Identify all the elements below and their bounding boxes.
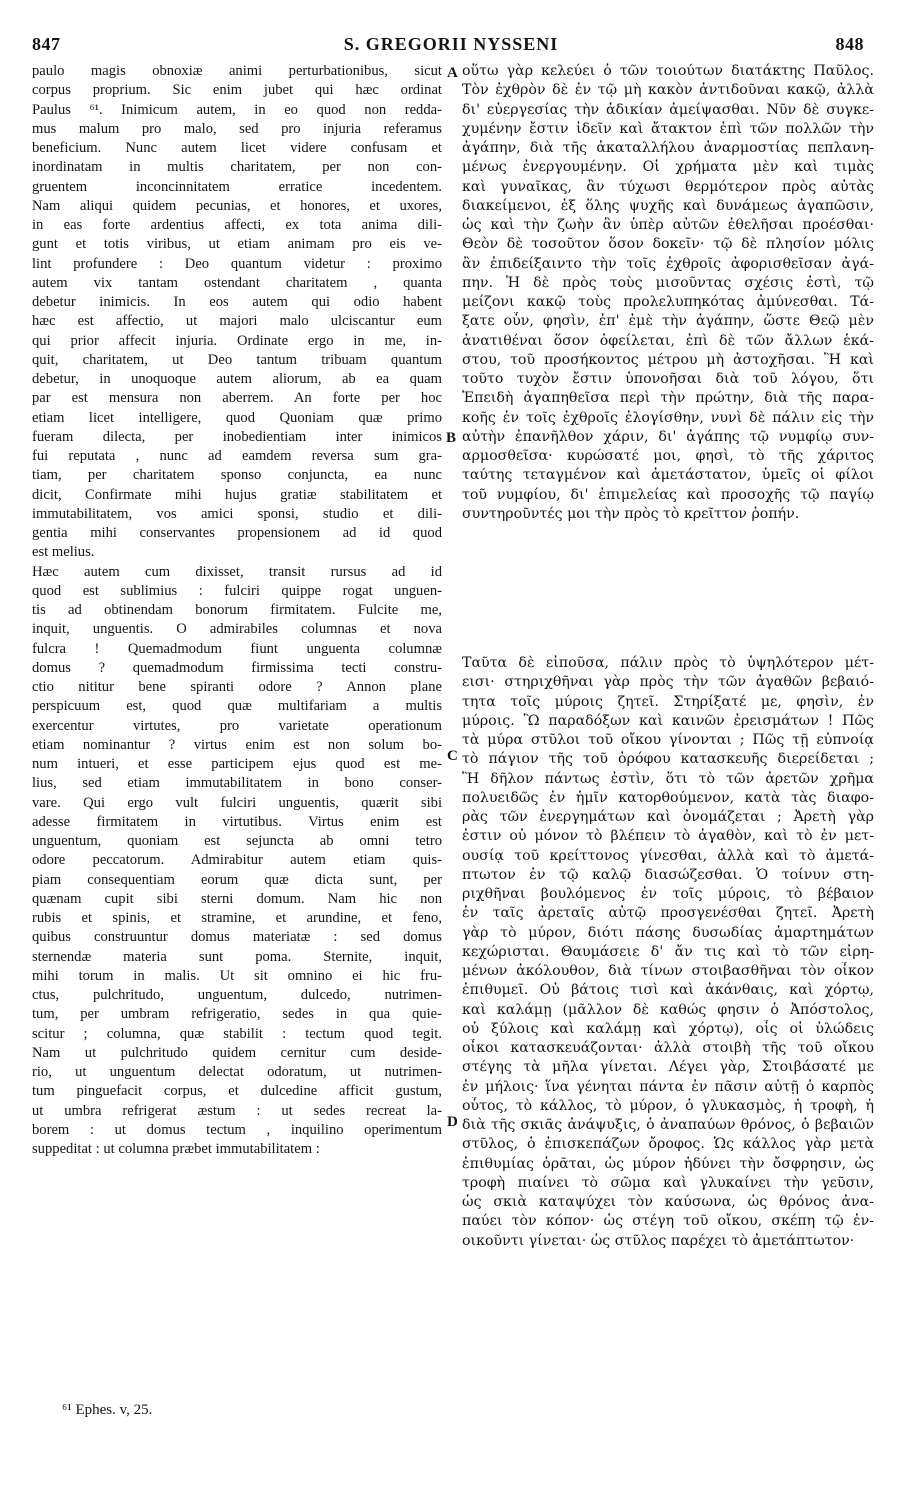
- text-line: rio, ut unguentum delectat odoratum, ut nutrimen-: [32, 1064, 442, 1080]
- text-line: beneficium. Nunc autem licet videre confusam et: [32, 140, 442, 156]
- text-line: ἀγάπην, διὰ τῆς ἀκαταλλήλου ἀναρμοστίας πεπλανη-: [462, 140, 874, 156]
- text-line: dicit, Confirmate mihi hujus gratiæ stabilitatem et: [32, 486, 442, 503]
- text-line: διὰ τῆς σκιᾶς ἀνάψυξις, ὁ ἀναπαύων θρόνος, ὁ βεβαιῶν: [462, 1117, 874, 1133]
- text-line: etiam nominantur ? virtus enim est non solum bo-: [32, 736, 442, 753]
- text-line: ctus, pulchritudo, unguentum, dulcedo, nutrimen-: [32, 987, 442, 1003]
- text-line: μύροις. Ὢ παραδόξων καὶ καινῶν ἐρεισμάτων ! Πῶς: [462, 712, 874, 729]
- text-line: quænam cupit sibi sterni domum. Nam hic non: [32, 890, 442, 907]
- text-line: par est mensura non aberrem. An forte per hoc: [32, 390, 442, 407]
- text-line: in eas forte ardentius affecti, ex tota anima dili-: [32, 217, 442, 233]
- text-line: inquit, unguentis. O admirabiles columnas et nova: [32, 621, 442, 638]
- text-line: odore peccatorum. Admirabitur autem etiam quis-: [32, 852, 442, 869]
- text-line: παύει τὸν κόπον· ὡς στέγη τοῦ οἴκου, σκέπη τῷ ἐν-: [462, 1213, 874, 1230]
- text-line: γὰρ τὸ μύρον, διότι πάσης δυσωδίας ἁμαρτημάτων: [462, 924, 874, 941]
- text-line: τητα τοῖς μύροις ζητεῖ. Στηρίξατέ με, φησὶν, ἐν: [462, 693, 874, 710]
- text-line: Ἢ δῆλον πάντως ἐστὶν, ὅτι τὸ τῶν ἀρετῶν χρῆμα: [462, 770, 874, 787]
- text-line: στῦλος, ὁ ἐπισκεπάζων ὄροφος. Ὡς κάλλος γὰρ μετὰ: [462, 1136, 874, 1153]
- text-line: gruentem inconcinnitatem erratice incedentem.: [32, 178, 442, 195]
- text-line: πολυειδῶς ἐν ἡμῖν κατορθούμενον, κατὰ τὰς διαφο-: [462, 789, 874, 806]
- text-line: tum pinguefacit corpus, et dulcedine afficit gustum,: [32, 1083, 442, 1100]
- text-line: κοῆς ἐν τοῖς ἐχθροῖς ἐλογίσθην, νυνὶ δὲ πάλιν εἰς τὴν: [462, 409, 874, 426]
- text-line: Hæc autem cum dixisset, transit rursus ad id: [32, 563, 442, 580]
- text-line: οικοῦντι γίνεται· ὡς στῦλος παρέχει τὸ ἀμετάπτωτον·: [462, 1232, 855, 1249]
- text-line: εισι· στηριχθῆναι γὰρ πρὸς τὴν τῶν ἀγαθῶν βεβαιό-: [462, 674, 874, 691]
- text-line: mihi torum in malis. Ut sit omnino ei hic fru-: [32, 967, 442, 984]
- text-line: ἐστιν οὐ μόνον τὸ βλέπειν τὸ ἀγαθὸν, καὶ τὸ ἐν μετ-: [462, 828, 874, 845]
- text-line: πην. Ἡ δὲ πρὸς τοὺς μισοῦντας σχέσις ἐστὶ, τῷ: [462, 274, 874, 291]
- text-line: fui reputata , nunc ad eamdem reversa sum gra-: [32, 448, 442, 464]
- text-line: Ἐπειδὴ ἀγαπηθεῖσα περὶ τὴν πρώτην, διὰ τῆς παρα-: [462, 390, 874, 407]
- text-line: hæc est affectio, ut majori malo ulciscantur eum: [32, 313, 442, 330]
- text-line: ἐπιθυμεῖ. Οὐ βάτοις τισὶ καὶ ἀκάνθαις, καὶ χόρτῳ,: [462, 982, 874, 999]
- text-line: Θεὸν δὲ τοσοῦτον ὅσον δοκεῖν· τῷ δὲ πλησίον μόλις: [462, 236, 874, 253]
- text-line: fulcra ! Quemadmodum fiunt unguenta columnæ: [32, 640, 442, 657]
- text-line: ἐν ταῖς ἀρεταῖς αὐτῷ προσγενέσθαι ζητεῖ. Ἀρετὴ: [462, 905, 874, 922]
- text-line: ρὰς τῶν ἐνεργημάτων καὶ ὀνομάζεται ; Ἀρετὴ γὰρ: [462, 809, 874, 825]
- text-line: συντηροῦντές μοι τὴν πρὸς τὸ κρεῖττον ῥοπήν.: [462, 505, 800, 522]
- text-line: debetur, in unoquoque autem aliorum, ab ea quam: [32, 371, 442, 387]
- text-line: Τὸν ἐχθρὸν δὲ ἐν τῷ μὴ κακὸν ἀντιδοῦναι κακῷ, ἀλλὰ: [462, 82, 874, 99]
- running-title: S. GREGORII NYSSENI: [343, 34, 559, 54]
- text-line: suppeditat : ut columna præbet immutabilitatem :: [32, 1141, 320, 1157]
- text-line: αὐτὴν ἐπανῆλθον χάριν, δι' ἀγάπης τῷ νυμφίῳ συν-: [462, 428, 874, 445]
- text-line: qui prior affecit injuria. Ordinate ergo in me, in-: [32, 332, 442, 349]
- text-line: οὗτος, τὸ κάλλος, τὸ μύρον, ὁ γλυκασμὸς, ἡ τροφὴ, ἡ: [462, 1097, 874, 1114]
- text-line: στου, τοῦ προσήκοντος μέτρου μὴ ἀστοχῆσαι. Ἢ καὶ: [462, 351, 874, 368]
- text-line: ἀνατιθέναι ὅσον ὀφείλεται, ἐπὶ δὲ τῶν ἄλλων ἑκά-: [462, 332, 874, 349]
- text-line: ταύτης τεταγμένον καὶ ἀμετάστατον, ὑμεῖς οἱ φίλοι: [462, 467, 874, 484]
- text-line: Nam aliqui quidem pecunias, et honores, et uxores,: [32, 197, 442, 214]
- text-line: καὶ γυναῖκας, ἂν τύχωσι θερμότερον πρὸς αὐτὰς: [462, 178, 874, 195]
- text-line: sternendæ materia sunt poma. Sternite, inquit,: [32, 948, 442, 965]
- text-line: Ταῦτα δὲ εἰποῦσα, πάλιν πρὸς τὸ ὑψηλότερον μέτ-: [462, 655, 874, 671]
- text-line: tis ad obtinendam bonorum firmitatem. Fulcite me,: [32, 602, 442, 618]
- text-line: ριχθῆναι βουλόμενος ἐν τοῖς μύροις, τὸ βέβαιον: [462, 886, 874, 902]
- text-line: ἐπιθυμίας ὁρᾶται, ὡς μύρον ἡδύνει τὴν ὄσφρησιν, ὡς: [462, 1155, 874, 1172]
- text-line: gunt et totis viribus, ut etiam animam pro eis ve-: [32, 236, 442, 253]
- text-line: exercentur virtutes, pro varietate operationum: [32, 717, 442, 734]
- text-line: καὶ καλάμῃ (μᾶλλον δὲ καθώς φησιν ὁ Ἀπόστολος,: [462, 1001, 874, 1018]
- text-line: οὐ ξύλοις καὶ καλάμῃ καὶ χόρτῳ), οἷς οἱ ὑλώδεις: [462, 1020, 874, 1037]
- text-line: αρμοσθεῖσα· κυρώσατέ μοι, φησὶ, τὸ τῆς χάριτος: [462, 448, 874, 464]
- text-line: μείζονι κακῷ τοὺς προλελυπηκότας ἀμύνεσθαι. Τά-: [462, 294, 874, 310]
- text-line: στέγης τὰ μῆλα γίνεται. Λέγει γὰρ, Στοιβάσατέ με: [462, 1059, 874, 1076]
- greek-column-top: [462, 62, 874, 524]
- text-line: κεχώρισται. Θαυμάσειε δ' ἄν τις καὶ τὸ τῶν εἰρη-: [462, 943, 874, 960]
- text-line: ἐν μήλοις· ἵνα γένηται πάντα ἐν πᾶσιν αὐτῇ ὁ καρπὸς: [462, 1078, 874, 1095]
- text-line: ουσίᾳ τοῦ κρείττονος γίνεσθαι, ἀλλὰ καὶ τὸ ἀμετά-: [462, 847, 874, 864]
- margin-marker-a: A: [447, 65, 458, 81]
- text-line: ξατε οὖν, φησὶν, ἐπ' ἐμὲ τὴν ἀγάπην, ὥστε Θεῷ μὲν: [462, 313, 874, 330]
- text-line: immutabilitatem, vos amici sponsi, studio et dili-: [32, 505, 442, 522]
- text-line: vare. Qui ergo vult fulciri unguentis, quærit sibi: [32, 794, 442, 811]
- text-line: est melius.: [32, 544, 95, 561]
- footnote: ⁶¹ Ephes. v, 25.: [62, 1402, 153, 1418]
- text-line: piam consequentiam eorum quæ dicta sunt, per: [32, 871, 442, 888]
- text-line: διακείμενοι, ἐξ ὅλης ψυχῆς καὶ δυνάμεως ἀγαπῶσιν,: [462, 197, 874, 214]
- text-line: ὡς καὶ τὴν ζωὴν ἂν ὑπὲρ αὐτῶν ἐθελῆσαι προέσθαι·: [462, 217, 874, 233]
- text-line: adesse firmitatem in virtutibus. Virtus enim est: [32, 813, 442, 830]
- text-line: πτωτον ἐν τῷ καλῷ διασώζεσθαι. Ὁ τοίνυν στη-: [462, 866, 874, 883]
- greek-column-bottom: [462, 654, 874, 1251]
- text-line: scitur ; columna, quæ stabilit : tectum quod tegit.: [32, 1025, 442, 1042]
- text-line: ctio nititur bene spiranti odore ? Annon plane: [32, 679, 442, 695]
- text-line: gentia mihi conservantes propensionem ad id quod: [32, 525, 442, 541]
- text-line: borem : ut domus tectum , inquilino operimentum: [32, 1121, 442, 1138]
- text-line: μένως ἐνεργουμένην. Οἱ χρήματα μὲν καὶ τιμὰς: [462, 159, 874, 176]
- text-line: Paulus ⁶¹. Inimicum autem, in eo quod non redda-: [32, 101, 442, 118]
- margin-marker-b: B: [446, 430, 457, 446]
- text-line: Nam ut pulchritudo quidem cernitur cum deside-: [32, 1044, 442, 1061]
- text-line: debetur inimicis. In eos autem qui odio habent: [32, 294, 442, 310]
- text-line: ut umbra refrigerat æstum : ut sedes recreat la-: [32, 1102, 442, 1119]
- text-line: οὕτω γὰρ κελεύει ὁ τῶν τοιούτων διατάκτης Παῦλος.: [462, 63, 874, 79]
- text-line: τοῦ νυμφίου, δι' ἐπιμελείας καὶ προσοχῆς τῷ παγίῳ: [462, 486, 874, 503]
- text-line: lint profundere : Deo quantum videtur : proximo: [32, 255, 442, 272]
- text-line: lius, sed etiam immutabilitatem in bono conser-: [32, 775, 442, 792]
- text-line: quit, charitatem, ut Deo tantum tribuam quantum: [32, 351, 442, 368]
- margin-marker-d: D: [447, 1114, 458, 1130]
- text-line: οἶκοι κατασκευάζονται· ἀλλὰ στοιβὴ τῆς τοῦ οἴκου: [462, 1040, 874, 1056]
- text-line: inordinatam in multis charitatem, per non con-: [32, 159, 442, 176]
- text-line: corpus proprium. Sic enim jubet qui hæc ordinat: [32, 82, 442, 99]
- text-line: δι' εὐεργεσίας τὴν ἀδικίαν ἀμείψασθαι. Νῦν δὲ συγκε-: [462, 101, 874, 118]
- text-line: χυμένην ἔστιν ἰδεῖν καὶ ἄτακτον ἐπὶ τῶν πολλῶν τὴν: [462, 120, 874, 137]
- text-line: τροφὴ πιαίνει τὸ σῶμα καὶ γλυκαίνει τὴν γεῦσιν,: [462, 1174, 874, 1191]
- left-page-number: 847: [32, 34, 61, 54]
- text-line: tiam, per charitatem sponso conjuncta, ea nunc: [32, 467, 442, 484]
- latin-column: [32, 62, 442, 1159]
- margin-marker-c: C: [447, 748, 458, 764]
- text-line: paulo magis obnoxiæ animi perturbationibus, sicut: [32, 63, 442, 79]
- text-line: quibus construuntur domus materiatæ : sed domus: [32, 929, 442, 946]
- text-line: mus malum pro malo, sed pro injuria referamus: [32, 120, 442, 137]
- text-line: unguentum, quoniam est sejuncta ab omni tetro: [32, 833, 442, 849]
- text-line: ἂν ἐπιδείξαιντο τὴν τοῖς ἐχθροῖς ἀφορισθεῖσαν ἀγά-: [462, 255, 874, 272]
- text-line: τοῦτο τυχὸν ἔστιν ὑπονοῆσαι διὰ τοῦ λόγου, ὅτι: [462, 371, 874, 387]
- text-line: τὰ μύρα στῦλοι τοῦ οἴκου γίνονται ; Πῶς τῇ εὐπνοίᾳ: [462, 732, 874, 748]
- text-line: perspicuum est, quod quæ multifariam a multis: [32, 698, 442, 715]
- text-line: μένων ἀκόλουθον, διὰ τίνων στοιβασθῆναι τὸν οἶκον: [462, 963, 874, 979]
- text-line: rubis et spinis, et stramine, et arundine, et feno,: [32, 910, 442, 926]
- text-line: etiam licet intelligere, quod Quoniam quæ primo: [32, 409, 442, 426]
- text-line: quod est sublimius : fulciri quippe rogat unguen-: [32, 582, 442, 599]
- right-page-number: 848: [835, 34, 864, 54]
- text-line: ὡς σκιὰ καταψύχει τὸν καύσωνα, ὡς θρόνος ἀνα-: [462, 1194, 874, 1210]
- text-line: domus ? quemadmodum firmissima tecti constru-: [32, 659, 442, 676]
- text-line: tum, per umbram refrigeratio, sedes in qua quie-: [32, 1006, 442, 1023]
- text-line: τὸ πάγιον τῆς τοῦ ὀρόφου κατασκευῆς διερείδεται ;: [462, 751, 874, 768]
- text-line: fueram dilecta, per inobedientiam inter inimicos: [32, 428, 442, 445]
- text-line: autem vix tantam ostendant charitatem , quanta: [32, 274, 442, 291]
- text-line: num intueri, et esse participem ejus quod est me-: [32, 756, 442, 772]
